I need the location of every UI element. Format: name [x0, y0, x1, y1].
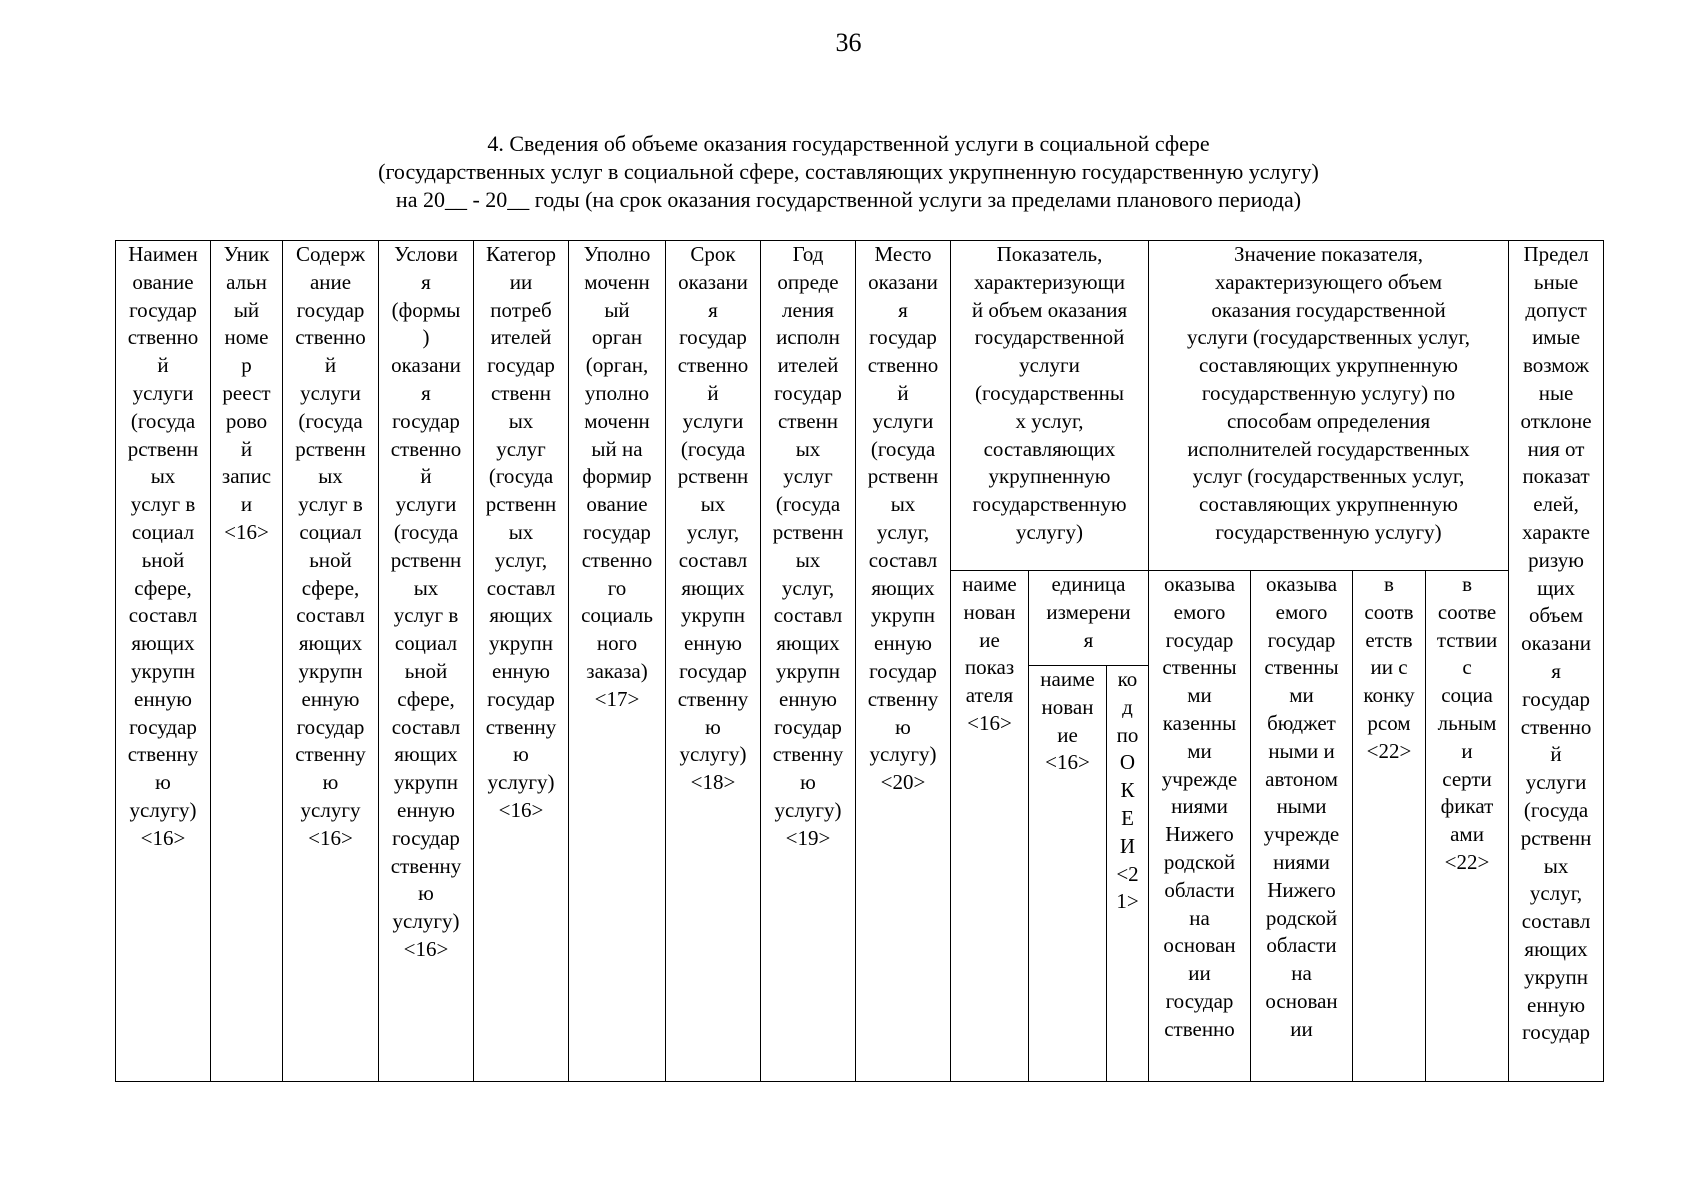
heading-line-2: (государственных услуг в социальной сфере, составляющих укрупненную государственную услугу) [378, 159, 1319, 184]
header-indicator-name: наиме нован ие показ ателя <16> [951, 571, 1029, 1082]
heading-line-1: 4. Сведения об объеме оказания государственной услуги в социальной сфере [487, 131, 1210, 156]
header-unit-okei-code: ко д по О К Е И <2 1> [1107, 666, 1149, 1082]
header-value-competition: в соотв етств ии с конку рсом <22> [1353, 571, 1426, 1082]
header-service-content: Содерж ание государ ственно й услуги (госуда рственн ых услуг в социал ьной сфере, составл яющих укрупн енную государ ственну ю услугу <16> [283, 241, 379, 1082]
page-number: 36 [835, 28, 862, 57]
section-heading [0, 130, 1697, 214]
header-permissible-deviations: Предел ьные допуст имые возмож ные отклоне ния от показат елей, характе ризую щих объем оказани я государ ственно й услуги (госуда рственн ых услуг, составл яющих укрупн енную государ [1509, 241, 1604, 1082]
header-authorized-body: Уполно моченн ый орган (орган, уполно моченн ый на формир ование государ ственно го социаль ного заказа) <17> [569, 241, 666, 1082]
header-value-state-institutions: оказыва емого государ ственны ми казенны ми учрежде ниями Нижего родской области на основан ии государ ственно [1149, 571, 1251, 1082]
header-executor-year: Год опреде ления исполн ителей государ ственн ых услуг (госуда рственн ых услуг, составл яющих укрупн енную государ ственну ю услугу) <19> [761, 241, 856, 1082]
header-consumer-categories: Категор ии потреб ителей государ ственн ых услуг (госуда рственн ых услуг, составл яющих укрупн енную государ ственну ю услугу) <16> [474, 241, 569, 1082]
header-registry-number: Уник альн ый номе р реест рово й запис и <16> [211, 241, 283, 1082]
header-service-place: Место оказани я государ ственно й услуги (госуда рственн ых услуг, составл яющих укрупн енную государ ственну ю услугу) <20> [856, 241, 951, 1082]
header-unit-name: наиме нован ие <16> [1029, 666, 1107, 1082]
header-service-term: Срок оказани я государ ственно й услуги (госуда рственн ых услуг, составл яющих укрупн енную государ ственну ю услугу) <18> [666, 241, 761, 1082]
header-service-name: Наимен ование государ ственно й услуги (госуда рственн ых услуг в социал ьной сфере, составл яющих укрупн енную государ ственну ю услугу) <16> [116, 241, 211, 1082]
volume-indicators-table [115, 240, 1604, 1082]
heading-line-3: на 20__ - 20__ годы (на срок оказания государственной услуги за пределами планового периода) [395, 187, 1302, 212]
header-value-budget-institutions: оказыва емого государ ственны ми бюджет ными и автоном ными учрежде ниями Нижего родской области на основан ии [1251, 571, 1353, 1082]
header-value-certificates: в соотве тствии с социа льным и серти фикат ами <22> [1426, 571, 1509, 1082]
header-unit-group: единица измерени я [1029, 571, 1149, 666]
header-service-conditions: Услови я (формы ) оказани я государ ственно й услуги (госуда рственн ых услуг в социал ьной сфере, составл яющих укрупн енную государ ственну ю услугу) <16> [379, 241, 474, 1082]
header-value-group: Значение показателя, характеризующего объем оказания государственной услуги (государственных услуг, составляющих укрупненную государственную услугу) по способам определения исполнителей государственных услуг (государственных услуг, составляющих укрупненную государственную услугу) [1149, 241, 1509, 571]
header-indicator-group: Показатель, характеризующи й объем оказания государственной услуги (государственны х услуг, составляющих укрупненную государственную услугу) [951, 241, 1149, 571]
